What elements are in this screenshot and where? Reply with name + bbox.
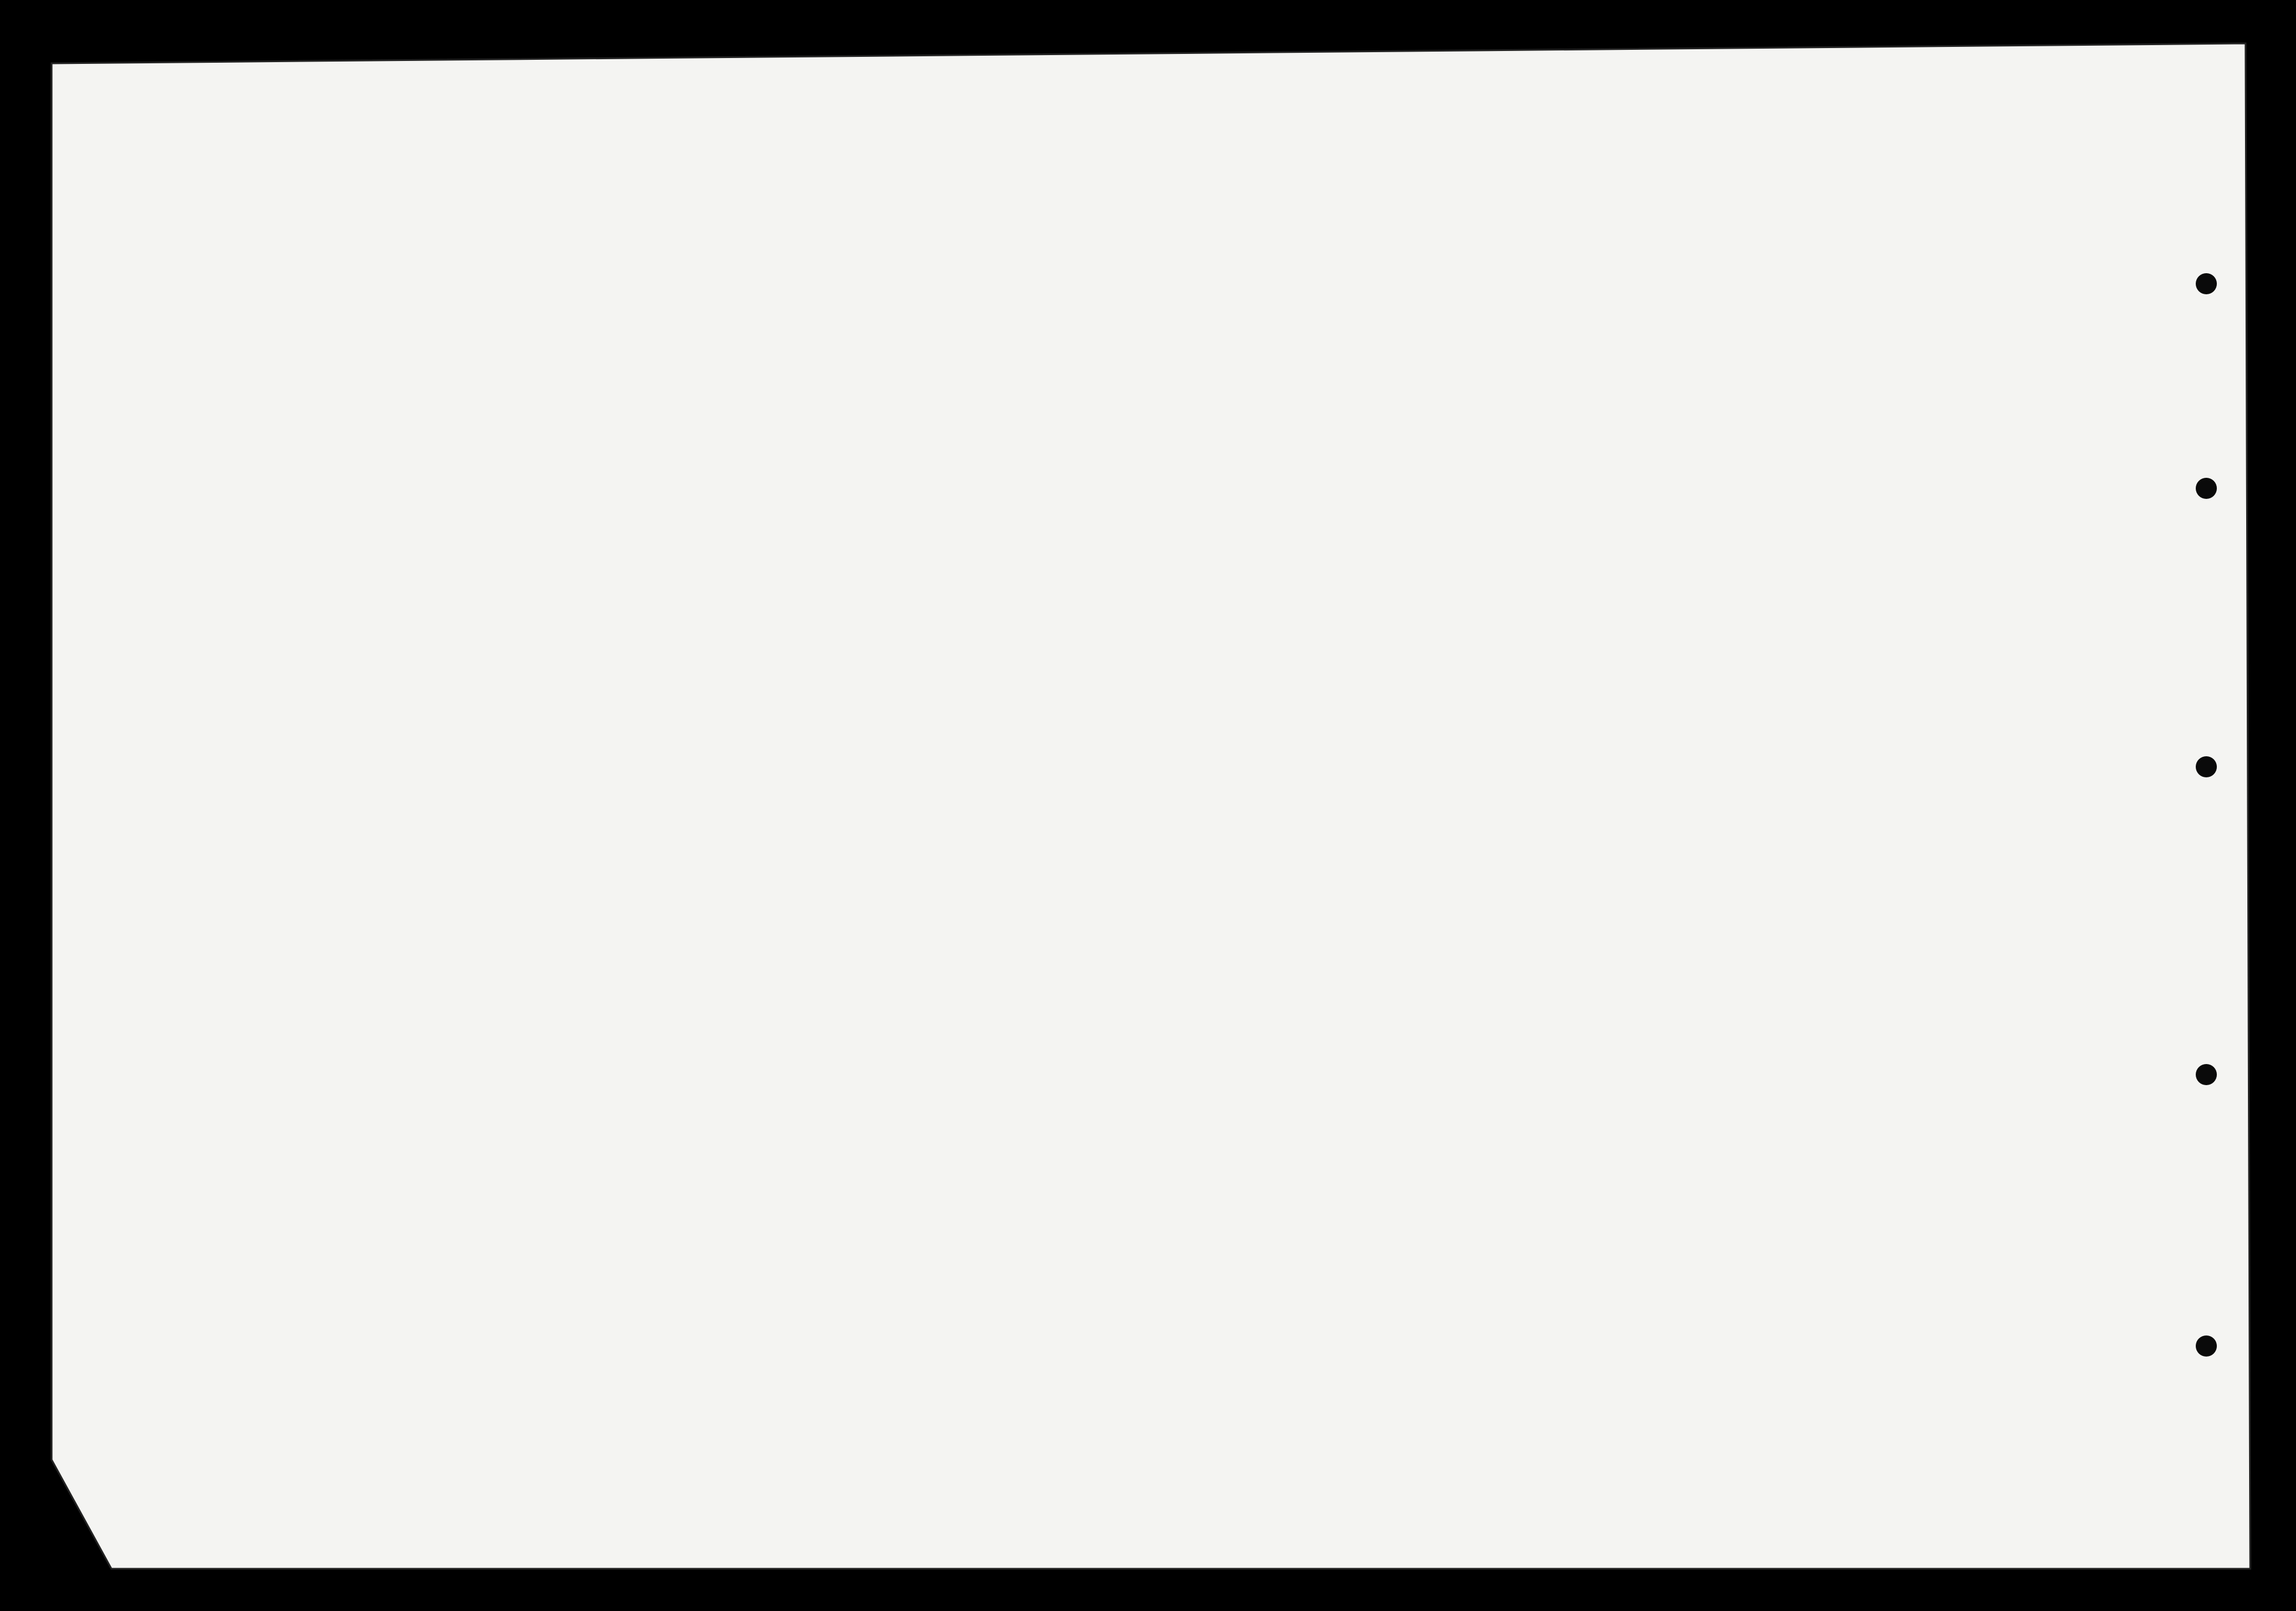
punch-hole [2196,478,2217,499]
punch-hole [2196,273,2217,294]
punch-hole [2196,1064,2217,1085]
paper [52,43,2250,1569]
punch-hole [2196,1335,2217,1357]
punch-hole [2196,756,2217,777]
